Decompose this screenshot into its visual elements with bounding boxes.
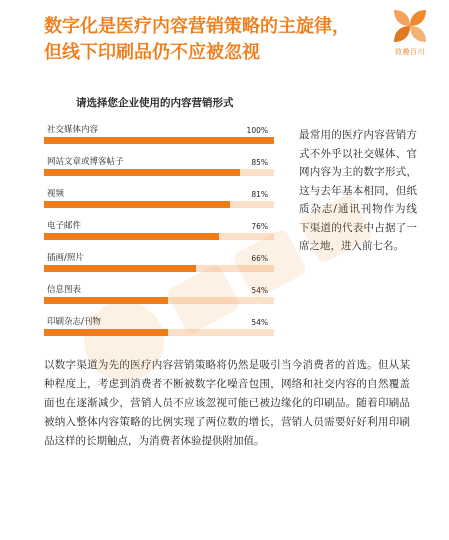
petal-logo-icon — [390, 6, 430, 46]
bar — [44, 201, 230, 208]
bar-value-label: 85% — [251, 158, 268, 167]
bar — [44, 169, 240, 176]
bar-value-label: 100% — [246, 126, 268, 135]
bar — [44, 297, 168, 304]
bar-category-label: 社交媒体内容 — [47, 125, 99, 135]
bar-row — [44, 246, 274, 278]
bar-category-label: 网站文章或博客帖子 — [47, 157, 124, 167]
bar-track — [44, 233, 274, 240]
bar-value-label: 66% — [251, 254, 268, 263]
bar-value-label: 81% — [251, 190, 268, 199]
bar — [44, 265, 196, 272]
brand-logo-text: 致趣百川 — [395, 48, 425, 56]
bar-category-label: 电子邮件 — [47, 221, 82, 231]
bar-category-label: 视频 — [47, 189, 65, 199]
bar-track — [44, 329, 274, 336]
bar-row — [44, 278, 274, 310]
bar-category-label: 信息图表 — [47, 285, 82, 295]
bar-row — [44, 310, 274, 342]
bar — [44, 233, 219, 240]
chart-title: 请选择您企业使用的内容营销形式 — [76, 97, 234, 109]
bar-track — [44, 169, 274, 176]
page-headline — [44, 14, 384, 66]
bar-category-label: 插画/照片 — [47, 253, 84, 263]
brand-logo — [390, 6, 430, 60]
bar-value-label: 76% — [251, 222, 268, 231]
bar-track — [44, 265, 274, 272]
side-commentary: 最常用的医疗内容营销方式不外乎以社交媒体、官网内容为主的数字形式，这与去年基本相同，但纸质杂志/通讯刊物作为线下渠道的代表中占据了一席之地，进入前七名。 — [299, 129, 417, 252]
bar-row — [44, 150, 274, 182]
bar-track — [44, 297, 274, 304]
bar — [44, 137, 274, 144]
bar-track — [44, 137, 274, 144]
content-format-bar-chart — [44, 118, 274, 340]
bar-value-label: 54% — [251, 318, 268, 327]
bar-track — [44, 201, 274, 208]
headline-line-1: 数字化是医疗内容营销策略的主旋律， — [44, 16, 350, 37]
bar-value-label: 54% — [251, 286, 268, 295]
headline-line-2: 但线下印刷品仍不应被忽视 — [44, 42, 260, 63]
bar-row — [44, 118, 274, 150]
bar — [44, 329, 168, 336]
bar-category-label: 印刷杂志/刊物 — [47, 317, 101, 327]
body-paragraph: 以数字渠道为先的医疗内容营销策略将仍然是吸引当今消费者的首选。但从某种程度上，考虑到消费者不断被数字化噪音包围，网络和社交内容的自然覆盖面也在逐渐减少，营销人员不应该忽视可能已被边缘化的印刷品。随着印刷品被纳入整体内容策略的比例实现了两位数的增长，营销人员需要好好利用印刷品这样的长期触点，为消费者体验提供附加值。 — [44, 359, 410, 447]
bar-row — [44, 214, 274, 246]
bar-row — [44, 182, 274, 214]
